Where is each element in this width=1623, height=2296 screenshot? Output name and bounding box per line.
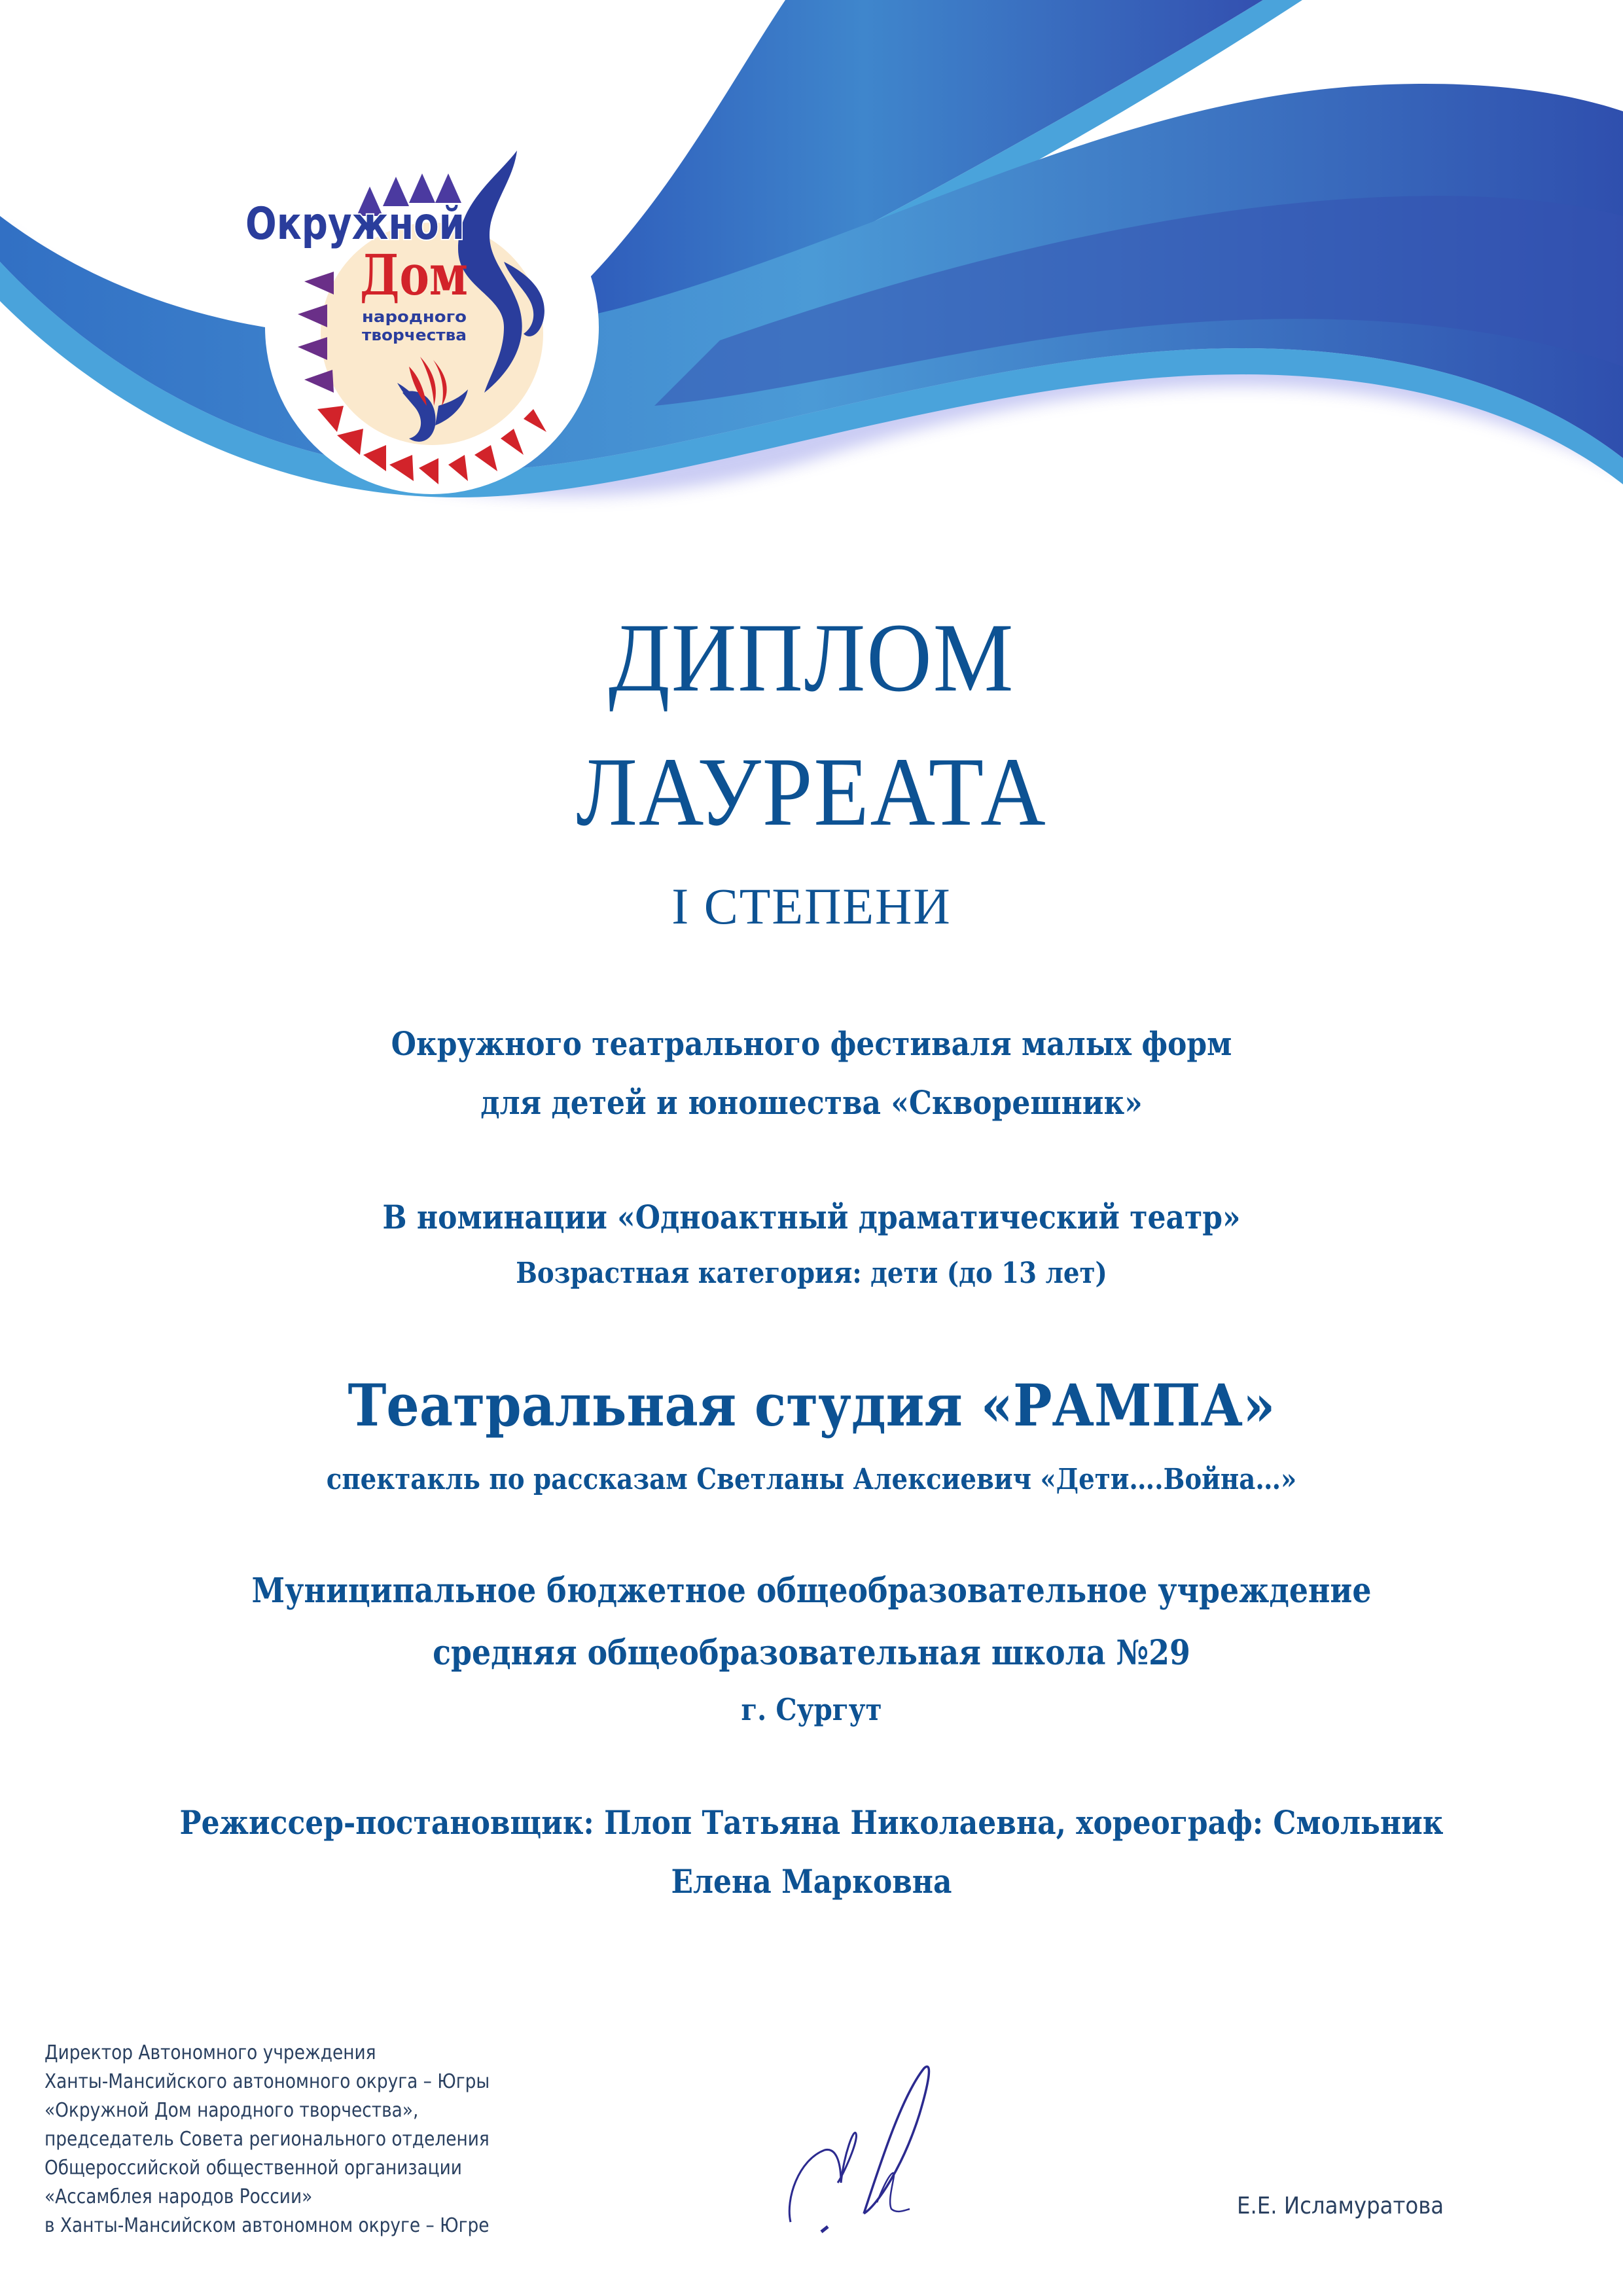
logo-text-tvorchestva: творчества xyxy=(362,326,467,344)
diploma-subtitle-laureate: ЛАУРЕАТА xyxy=(576,738,1047,846)
logo-okruzhnoy-dom xyxy=(242,131,609,497)
directors-line2: Елена Марковна xyxy=(671,1862,952,1901)
signatory-title-line: «Окружной Дом народного творчества», xyxy=(45,2099,419,2122)
nomination: В номинации «Одноактный драматический театр» xyxy=(382,1198,1241,1236)
play-description: спектакль по рассказам Светланы Алексиевич «Дети….Война…» xyxy=(326,1463,1297,1496)
logo-text-okruzhnoy: Окружной xyxy=(245,198,465,250)
age-category: Возрастная категория: дети (до 13 лет) xyxy=(516,1257,1107,1290)
signatory-title-line: «Ассамблея народов России» xyxy=(45,2185,313,2208)
festival-name-line1: Окружного театрального фестиваля малых форм xyxy=(391,1024,1232,1063)
diploma-title: ДИПЛОМ xyxy=(608,603,1015,712)
signatory-title-line: в Ханты-Мансийском автономном округе – Югре xyxy=(45,2214,490,2237)
logo-text-narodnogo: народного xyxy=(362,308,467,326)
handwritten-signature xyxy=(772,2042,969,2238)
organization-line2: средняя общеобразовательная школа №29 xyxy=(433,1633,1190,1673)
organization-line1: Муниципальное бюджетное общеобразовательное учреждение xyxy=(251,1571,1372,1611)
signatory-title-line: Общероссийской общественной организации xyxy=(45,2157,462,2179)
signer-name: Е.Е. Исламуратова xyxy=(1237,2193,1444,2219)
signatory-title-line: Ханты-Мансийского автономного округа – Югры xyxy=(45,2070,490,2093)
signatory-title-line: Директор Автономного учреждения xyxy=(45,2041,376,2064)
logo-text-dom: Дом xyxy=(360,243,468,308)
directors-line1: Режиссер-постановщик: Плоп Татьяна Николаевна, хореограф: Смольник xyxy=(179,1803,1444,1842)
studio-name: Театральная студия «РАМПА» xyxy=(348,1371,1275,1439)
festival-name-line2: для детей и юношества «Скворешник» xyxy=(480,1083,1143,1122)
signatory-title-block xyxy=(45,2039,777,2240)
signatory-title-line: председатель Совета регионального отделения xyxy=(45,2128,490,2151)
city: г. Сургут xyxy=(741,1692,882,1727)
diploma-degree: I СТЕПЕНИ xyxy=(671,878,952,935)
